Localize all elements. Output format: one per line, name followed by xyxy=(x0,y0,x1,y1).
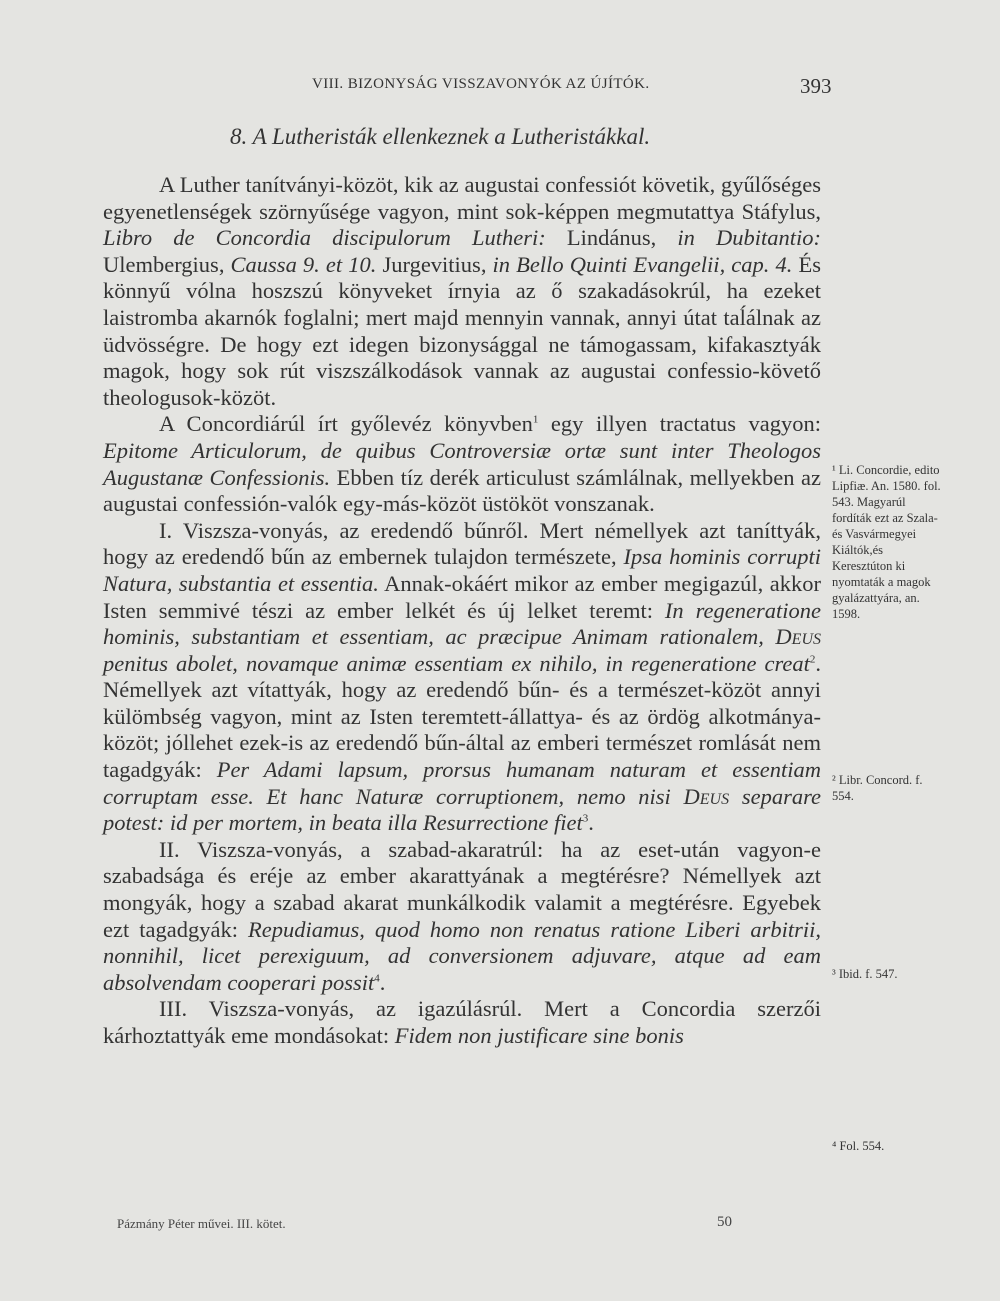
footnote-marker: 1 xyxy=(532,413,539,426)
body-text xyxy=(103,172,821,1050)
latin-quotation: Libro de Concordia discipulorum Lutheri: xyxy=(103,225,546,251)
latin-quotation: Epitome Articulorum, de quibus Controversiæ ortæ sunt inter Theologos Augustanæ Confessionis. xyxy=(103,437,821,490)
footnote-marker: 4 xyxy=(374,972,380,985)
small-caps-text: Deus xyxy=(683,783,730,809)
paragraph xyxy=(103,996,821,1049)
text-run: . xyxy=(588,810,594,836)
text-run: Ebben tíz derék articulust számlálnak, mellyekben az augustai confessión-valók egy-más-közöt üstököt vonszanak. xyxy=(103,464,821,517)
latin-quotation: Fidem non justificare sine bonis xyxy=(394,1023,684,1048)
paragraph xyxy=(103,172,821,411)
margin-note: ¹ Li. Concordie, edito Lipfiæ. An. 1580. fol. 543. Magyarúl fordíták ezt az Szala- és Vasvármegyei Kiáltók,és Keresztúton ki nyomtaták a magok gyalázattyára, an. 1598. xyxy=(832,463,941,621)
text-run: . Némellyek azt vítattyák, hogy az eredendő bűn- és a természet-közöt annyi külömbség vagyon, mint az Isten teremtett-állattya- és az ördög alkotmánya-közöt; jóllehet ezek-is az eredendő bűn-által az emberi természet romlását nem tagadgyák: xyxy=(103,650,821,783)
latin-quotation: Caussa 9. et 10. xyxy=(230,251,377,277)
paragraph xyxy=(103,518,821,837)
section-title: 8. A Lutheristák ellenkeznek a Lutheristákkal. xyxy=(230,124,651,149)
latin-quotation: in Bello Quinti Evangelii, cap. 4. xyxy=(492,251,793,277)
signature-mark: 50 xyxy=(717,1214,732,1230)
small-caps-text: Deus xyxy=(775,624,821,650)
latin-quotation: Repudiamus, quod homo non renatus ratione Liberi arbitrii, nonnihil, licet perexiguum, ad conversionem adjuvare, atque ad eam absolvendam cooperari possit xyxy=(103,916,821,995)
text-run: . xyxy=(379,969,386,995)
footnote-marker: 3 xyxy=(582,812,589,825)
footer-imprint: Pázmány Péter művei. III. kötet. xyxy=(117,1216,286,1231)
text-run: II. Viszsza-vonyás, a szabad-akaratrúl: ha az eset-után vagyon-e szabadsága és eréje az ember akarattyának a megtérésre? Némellyek azt mongyák, hogy a szabad akarat munkálkodik valamit a megtérésre. Egyebek ezt tagadgyák: xyxy=(103,836,821,942)
latin-quotation: Per Adami lapsum, prorsus humanam naturam et essentiam corruptam esse. Et hanc Naturæ corruptionem, nemo nisi xyxy=(103,757,821,809)
margin-note: ³ Ibid. f. 547. xyxy=(832,967,898,981)
text-run: egy illyen tractatus vagyon: xyxy=(538,411,821,437)
text-run: A Luther tanítványi-közöt, kik az augustai confessiót követik, gyűlőséges egyenetlenségek szörnyűsége vagyon, mint sok-képpen megmutattya Stáfylus, xyxy=(103,172,821,224)
latin-quotation: In regeneratione hominis, substantiam et essentiam, ac præcipue Animam rationalem, xyxy=(103,597,822,650)
text-run: III. Viszsza-vonyás, az igazúlásrúl. Mert a Concordia szerzői kárhoztattyák eme mondásokat: xyxy=(103,996,821,1048)
latin-quotation: separare potest: id per mortem, in beata illa Resurrectione fiet xyxy=(103,783,821,836)
latin-quotation: penitus abolet, novamque animæ essentiam ex nihilo, in regeneratione creat xyxy=(103,650,810,676)
text-run: Annak-okáért mikor az ember megigazúl, akkor Isten semmivé tészi az ember lelkét és új lelket teremt: xyxy=(103,570,821,623)
margin-note: ⁴ Fol. 554. xyxy=(832,1139,885,1153)
text-run: I. Viszsza-vonyás, az eredendő bűnről. Mert némellyek azt taníttyák, hogy az eredendő bűn az embernek tulajdon természete, xyxy=(103,517,821,570)
running-head: VIII. BIZONYSÁG VISSZAVONYÓK AZ ÚJÍTÓK. xyxy=(312,76,650,92)
latin-quotation: in Dubitantio: xyxy=(677,225,821,251)
latin-quotation: Ipsa hominis corrupti Natura, substantia et essentia. xyxy=(103,544,821,596)
margin-note: ² Libr. Concord. f. 554. xyxy=(832,773,923,803)
page-footer xyxy=(0,1216,1000,1236)
text-run: A Concordiárúl írt győlevéz könyvben xyxy=(159,411,533,437)
page-header xyxy=(0,76,1000,106)
page-number: 393 xyxy=(800,74,832,98)
text-run: Jurgevitius, xyxy=(376,251,493,277)
footnote-marker: 2 xyxy=(809,653,816,666)
text-run: Lindánus, xyxy=(545,225,678,251)
paragraph xyxy=(103,837,821,997)
text-run: Ulembergius, xyxy=(103,251,231,277)
text-run: És könnyű vólna hoszszú könyveket írnyia az ő szakadásokrúl, ha ezeket laistromba akarnók foglalni; mert majd mennyin vannak, annyi útat taĺálnak az üdvösségre. De hogy ezt idegen bizonysággal ne támogassam, kifakasztyák magok, hogy sok rút viszszálkodások vannak az augustai confessio-követő theologusok-közöt. xyxy=(103,251,821,410)
paragraph xyxy=(103,411,821,517)
